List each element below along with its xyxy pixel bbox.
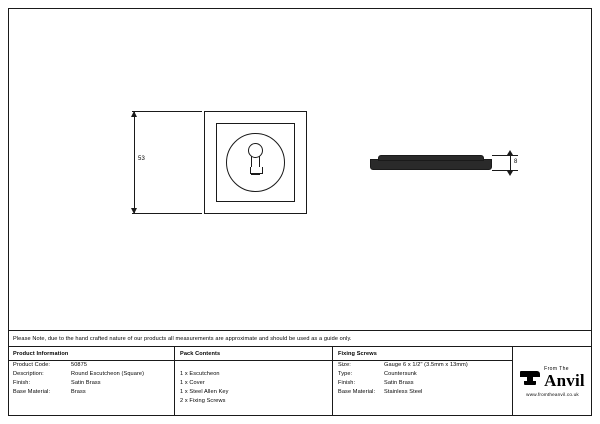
product-info-table <box>8 347 592 416</box>
logo-website-url: www.fromtheanvil.co.uk <box>526 391 579 397</box>
column-header-rule <box>175 360 332 361</box>
list-item: 2 x Fixing Screws <box>180 398 226 404</box>
product-information-heading: Product Information <box>13 351 69 357</box>
extension-line-top <box>492 155 518 156</box>
table-row <box>338 379 507 388</box>
description-value: Round Escutcheon (Square) <box>71 371 145 377</box>
brand-logo-column <box>512 347 592 416</box>
pack-contents-column <box>174 347 332 416</box>
product-code-value: 50875 <box>71 362 88 368</box>
table-row <box>13 370 169 379</box>
column-header-rule <box>8 360 174 361</box>
screw-size-value: Gauge 6 x 1/2" (3.5mm x 13mm) <box>384 362 468 368</box>
table-row <box>13 379 169 388</box>
fixing-screws-column <box>332 347 512 416</box>
logo-row <box>520 367 585 389</box>
table-row <box>338 361 507 370</box>
screw-type-value: Countersunk <box>384 371 417 377</box>
arrow-down-icon <box>507 171 513 176</box>
dimension-depth-8 <box>492 155 526 171</box>
dimension-depth-label: 8 <box>514 159 518 165</box>
base-material-label: Base Material: <box>13 389 51 395</box>
dimension-line <box>510 155 511 171</box>
pack-contents-list <box>180 370 327 406</box>
fixing-screws-details <box>338 361 507 397</box>
product-code-label: Product Code: <box>13 362 51 368</box>
square-escutcheon-front-view <box>204 111 307 214</box>
arrow-down-icon <box>131 208 137 214</box>
table-row <box>13 388 169 397</box>
screw-base-material-label: Base Material: <box>338 389 376 395</box>
column-header-rule <box>333 360 512 361</box>
table-row <box>13 361 169 370</box>
side-profile-cap <box>378 155 484 161</box>
measurement-note-text: Please Note, due to the hand crafted nature of our products all measurements are approximate and should be used as a guide only. <box>13 335 352 342</box>
drawing-area <box>8 8 592 330</box>
fixing-screws-heading: Fixing Screws <box>338 351 377 357</box>
measurement-note-bar <box>8 330 592 347</box>
base-material-value: Brass <box>71 389 86 395</box>
pack-contents-heading: Pack Contents <box>180 351 221 357</box>
extension-line-bottom <box>132 213 202 214</box>
extension-line-bottom <box>492 170 518 171</box>
table-row <box>338 370 507 379</box>
product-information-column <box>8 347 174 416</box>
logo-wordmark <box>544 367 585 389</box>
keyhole-bore-icon <box>248 143 263 158</box>
screw-size-label: Size: <box>338 362 351 368</box>
screw-finish-label: Finish: <box>338 380 356 386</box>
logo-brand-name: Anvil <box>544 370 585 390</box>
list-item: 1 x Escutcheon <box>180 371 220 377</box>
anvil-icon <box>520 371 540 385</box>
screw-finish-value: Satin Brass <box>384 380 414 386</box>
screw-base-material-value: Stainless Steel <box>384 389 423 395</box>
brand-logo <box>513 347 592 416</box>
table-row <box>338 388 507 397</box>
description-label: Description: <box>13 371 44 377</box>
arrow-up-icon <box>131 111 137 117</box>
dimension-height-53 <box>132 111 202 214</box>
arrow-up-icon <box>507 150 513 155</box>
list-item: 1 x Steel Allen Key <box>180 389 229 395</box>
finish-label: Finish: <box>13 380 31 386</box>
escutcheon-side-profile <box>370 155 492 171</box>
finish-value: Satin Brass <box>71 380 101 386</box>
extension-line-top <box>132 111 202 112</box>
screw-type-label: Type: <box>338 371 353 377</box>
dimension-line <box>134 111 135 214</box>
logo-from-text: From The <box>544 365 569 372</box>
dimension-height-label: 53 <box>138 156 146 162</box>
list-item: 1 x Cover <box>180 380 205 386</box>
